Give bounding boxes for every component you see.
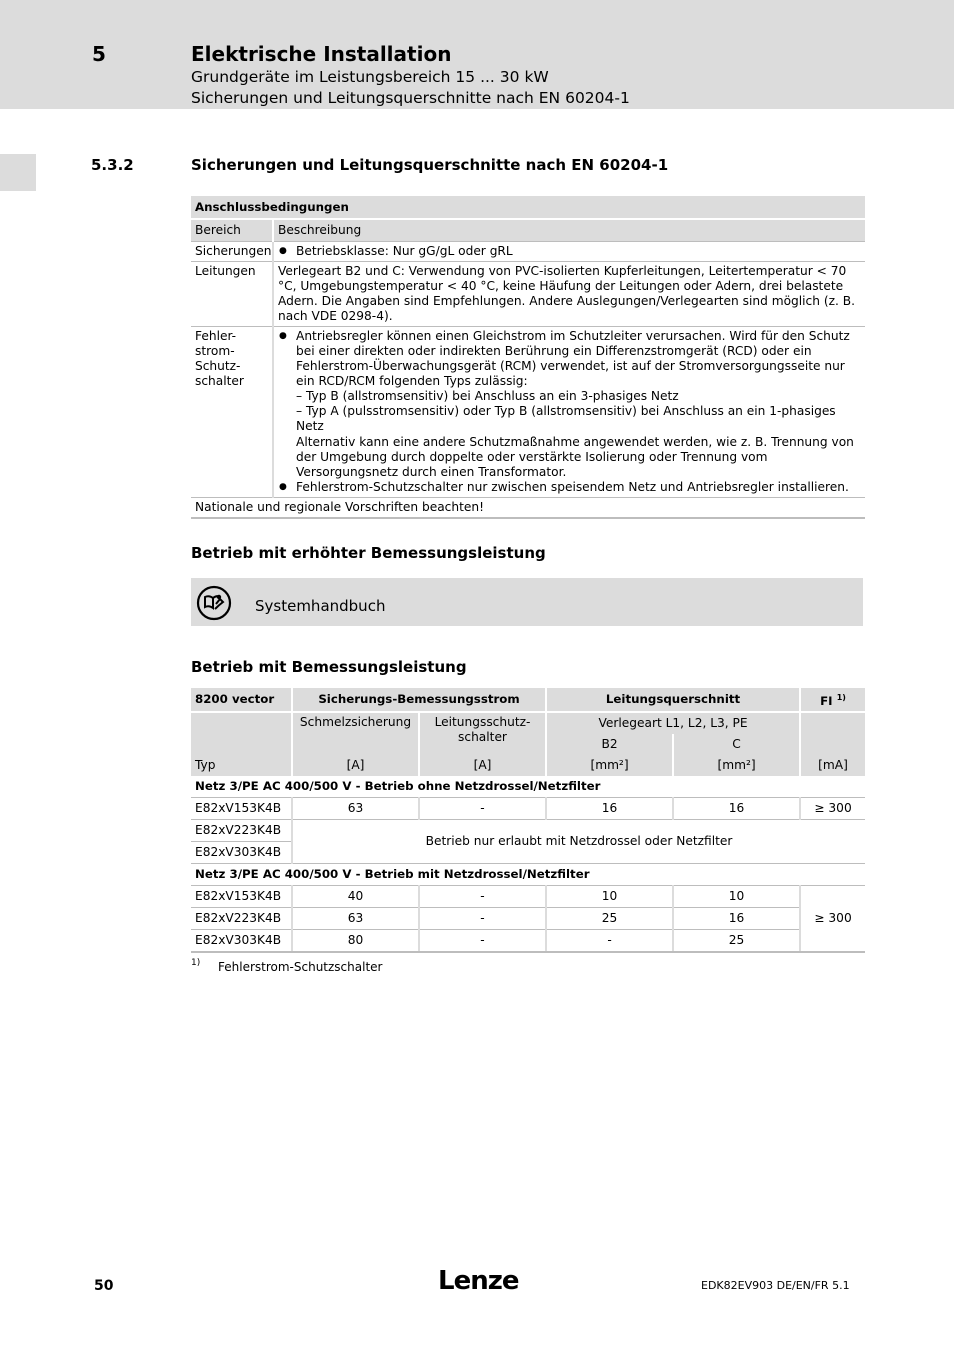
cell-breaker: - <box>419 798 546 820</box>
cell-type: E82xV153K4B <box>191 886 292 908</box>
chapter-title: Elektrische Installation <box>191 42 452 66</box>
cell-operation-note: Betrieb nur erlaubt mit Netzdrossel oder Netzfilter <box>292 820 865 864</box>
table-column-header-row <box>191 219 865 242</box>
subheader-breaker <box>419 712 546 755</box>
cell-c: 16 <box>673 908 800 930</box>
cell-breaker: - <box>419 908 546 930</box>
row-desc-cables: Verlegeart B2 und C: Verwendung von PVC-isolierten Kupferleitungen, Leitertemperatur < 70 °C, Umgebungstemperatur < 40 °C, keine Häufung der Leitungen oder Adern, drei belastete Adern. Die Angaben sind Empfehlungen. Andere Auslegungen/Verlegearten sind möglich (z. B. nach VDE 0298-4). <box>273 262 865 327</box>
table-unit-row <box>191 755 865 776</box>
chapter-side-tab <box>0 154 36 191</box>
cell-fuse: 63 <box>292 908 419 930</box>
rcd-dash-1: – Typ B (allstromsensitiv) bei Anschluss an ein 3-phasiges Netz <box>296 389 679 403</box>
footnote-ref: 1) <box>836 693 846 703</box>
table-row-cables <box>191 262 865 327</box>
manual-reference-icon <box>196 585 232 621</box>
rcd-dash-2: – Typ A (pulsstromsensitiv) oder Typ B (allstromsensitiv) bei Anschluss an ein 1-phasiges Netz <box>296 404 836 433</box>
subheader-fuse: Schmelzsicherung <box>292 712 419 755</box>
unit-fi: [mA] <box>800 755 865 776</box>
cell-fi: ≥ 300 <box>800 798 865 820</box>
header-cable-cross-section: Leitungsquerschnitt <box>546 688 800 712</box>
header-fi <box>800 688 865 712</box>
connection-conditions-table <box>191 196 865 519</box>
page-number: 50 <box>94 1278 114 1294</box>
group-title-row-without <box>191 776 865 798</box>
column-header-description: Beschreibung <box>273 219 865 242</box>
row-desc-rcd <box>273 327 865 498</box>
rcd-label-text: Fehler-strom-Schutz-schalter <box>195 329 244 388</box>
cell-fuse: 80 <box>292 930 419 953</box>
subheader-b2: B2 <box>546 734 673 755</box>
bullet-item: ● Fehlerstrom-Schutzschalter nur zwischen speisendem Netz und Antriebsregler installieren. <box>278 480 861 495</box>
section-title: Sicherungen und Leitungsquerschnitte nach EN 60204-1 <box>191 156 669 174</box>
footnote-text: Fehlerstrom-Schutzschalter <box>218 960 383 974</box>
heading-rated-power: Betrieb mit Bemessungsleistung <box>191 658 467 676</box>
unit-breaker: [A] <box>419 755 546 776</box>
table-row <box>191 886 865 908</box>
row-label-cables: Leitungen <box>191 262 273 327</box>
cell-b2: 25 <box>546 908 673 930</box>
chapter-subtitle-1: Grundgeräte im Leistungsbereich 15 ... 30 kW <box>191 68 549 86</box>
subheader-fi-empty <box>800 712 865 755</box>
row-label-rcd <box>191 327 273 498</box>
table-row <box>191 908 865 930</box>
cell-type: E82xV223K4B <box>191 908 292 930</box>
cell-c: 10 <box>673 886 800 908</box>
rcd-alternative: Alternativ kann eine andere Schutzmaßnahme angewendet werden, wie z. B. Trennung von der Umgebung durch doppelte oder verstärkte Isolierung oder Trennung vom Versorgungsnetz durch einen Transformator. <box>296 435 854 479</box>
header-fuse-current: Sicherungs-Bemessungsstrom <box>292 688 546 712</box>
subheader-breaker-text: Leitungsschutz-schalter <box>434 715 531 744</box>
bullet-item: ● Betriebsklasse: Nur gG/gL oder gRL <box>278 244 861 259</box>
table-row-rcd <box>191 327 865 498</box>
chapter-number: 5 <box>92 42 106 66</box>
table-row <box>191 798 865 820</box>
header-fi-text: FI <box>820 693 833 708</box>
row-label-fuses: Sicherungen <box>191 242 273 262</box>
subheader-c: C <box>673 734 800 755</box>
manual-reference-box <box>191 578 863 626</box>
rcd-bullet-1: Antriebsregler können einen Gleichstrom im Schutzleiter verursachen. Wird für den Schutz bei einer direkten oder indirekten Berührung ein Differenzstromgerät (RCD) oder ein Fehlerstrom-Überwachungsgerät (RCM) verwendet, ist auf der Stromversorgungsseite nur ein RCD/RCM folgenden Typs zulässig: <box>296 329 850 388</box>
unit-fuse: [A] <box>292 755 419 776</box>
manual-reference-text: Systemhandbuch <box>255 597 386 615</box>
cell-fi: ≥ 300 <box>800 886 865 953</box>
subheader-type: Typ <box>191 755 292 776</box>
column-header-area: Bereich <box>191 219 273 242</box>
unit-b2: [mm²] <box>546 755 673 776</box>
cell-c: 16 <box>673 798 800 820</box>
table-footer-row <box>191 498 865 519</box>
cell-type: E82xV303K4B <box>191 842 292 864</box>
cell-type: E82xV223K4B <box>191 820 292 842</box>
footnote-mark: 1) <box>191 958 201 968</box>
bullet-item <box>278 329 861 480</box>
page-header-band <box>0 0 954 109</box>
table-row-fuses <box>191 242 865 262</box>
group-title-with: Netz 3/PE AC 400/500 V - Betrieb mit Netzdrossel/Netzfilter <box>191 864 865 886</box>
header-device: 8200 vector <box>191 688 292 712</box>
group-title-without: Netz 3/PE AC 400/500 V - Betrieb ohne Netzdrossel/Netzfilter <box>191 776 865 798</box>
heading-increased-power: Betrieb mit erhöhter Bemessungsleistung <box>191 544 546 562</box>
cell-type: E82xV303K4B <box>191 930 292 953</box>
table-row <box>191 930 865 953</box>
table-footer-note: Nationale und regionale Vorschriften beachten! <box>191 498 865 519</box>
table-group-header-row <box>191 688 865 712</box>
table-subheader-row <box>191 712 865 734</box>
table-row <box>191 820 865 842</box>
subheader-empty <box>191 712 292 755</box>
unit-c: [mm²] <box>673 755 800 776</box>
cell-fuse: 63 <box>292 798 419 820</box>
cell-breaker: - <box>419 886 546 908</box>
row-desc-fuses <box>273 242 865 262</box>
lenze-logo: Lenze <box>438 1266 519 1296</box>
chapter-subtitle-2: Sicherungen und Leitungsquerschnitte nach EN 60204-1 <box>191 89 630 107</box>
cell-type: E82xV153K4B <box>191 798 292 820</box>
rated-power-table <box>191 688 865 953</box>
cell-fuse: 40 <box>292 886 419 908</box>
document-id: EDK82EV903 DE/EN/FR 5.1 <box>701 1279 850 1292</box>
cell-breaker: - <box>419 930 546 953</box>
cell-b2: 16 <box>546 798 673 820</box>
cell-c: 25 <box>673 930 800 953</box>
cell-b2: 10 <box>546 886 673 908</box>
table-title: Anschlussbedingungen <box>191 196 865 219</box>
cell-b2: - <box>546 930 673 953</box>
group-title-row-with <box>191 864 865 886</box>
table-header-row <box>191 196 865 219</box>
section-number: 5.3.2 <box>91 156 134 174</box>
subheader-installation: Verlegeart L1, L2, L3, PE <box>546 712 800 734</box>
